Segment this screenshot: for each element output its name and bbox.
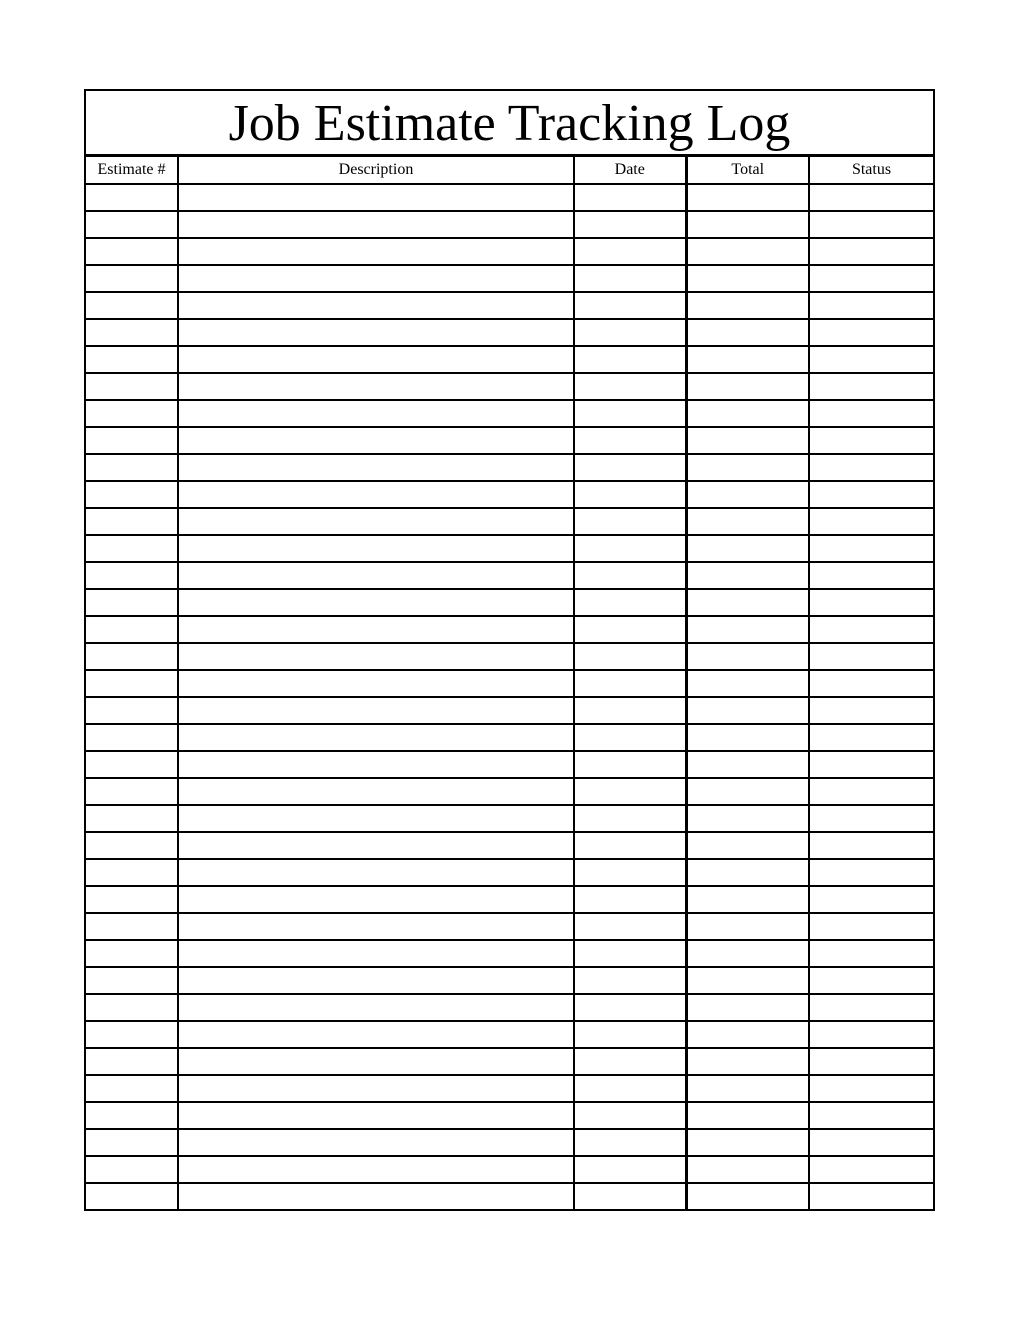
table-row	[86, 967, 933, 994]
status-cell[interactable]	[809, 481, 933, 508]
table-row	[86, 319, 933, 346]
status-cell[interactable]	[809, 454, 933, 481]
total-cell[interactable]	[686, 724, 809, 751]
date-cell[interactable]	[574, 670, 686, 697]
estimate-number-cell[interactable]	[86, 1048, 178, 1075]
description-cell[interactable]	[178, 454, 574, 481]
description-cell[interactable]	[178, 319, 574, 346]
date-cell[interactable]	[574, 967, 686, 994]
estimate-number-cell[interactable]	[86, 346, 178, 373]
description-cell[interactable]	[178, 400, 574, 427]
estimate-number-cell[interactable]	[86, 940, 178, 967]
status-cell[interactable]	[809, 1048, 933, 1075]
total-cell[interactable]	[686, 184, 809, 211]
status-cell[interactable]	[809, 670, 933, 697]
description-cell[interactable]	[178, 481, 574, 508]
estimate-number-cell[interactable]	[86, 751, 178, 778]
date-cell[interactable]	[574, 1129, 686, 1156]
status-cell[interactable]	[809, 373, 933, 400]
page-title: Job Estimate Tracking Log	[228, 94, 791, 152]
status-cell[interactable]	[809, 913, 933, 940]
table-row	[86, 751, 933, 778]
date-cell[interactable]	[574, 859, 686, 886]
status-cell[interactable]	[809, 1075, 933, 1102]
estimate-number-cell[interactable]	[86, 643, 178, 670]
estimate-number-cell[interactable]	[86, 832, 178, 859]
date-cell[interactable]	[574, 1156, 686, 1183]
estimate-log-table	[86, 157, 933, 1210]
status-cell[interactable]	[809, 292, 933, 319]
total-cell[interactable]	[686, 967, 809, 994]
date-cell[interactable]	[574, 940, 686, 967]
estimate-number-cell[interactable]	[86, 427, 178, 454]
estimate-number-cell[interactable]	[86, 562, 178, 589]
date-cell[interactable]	[574, 265, 686, 292]
date-cell[interactable]	[574, 778, 686, 805]
table-row	[86, 1156, 933, 1183]
description-cell[interactable]	[178, 1183, 574, 1210]
table-row	[86, 481, 933, 508]
date-cell[interactable]	[574, 1075, 686, 1102]
table-row	[86, 589, 933, 616]
table-row	[86, 724, 933, 751]
description-cell[interactable]	[178, 967, 574, 994]
date-cell[interactable]	[574, 1048, 686, 1075]
column-header-date: Date	[574, 157, 686, 184]
estimate-number-cell[interactable]	[86, 805, 178, 832]
description-cell[interactable]	[178, 778, 574, 805]
date-cell[interactable]	[574, 562, 686, 589]
date-cell[interactable]	[574, 400, 686, 427]
table-row	[86, 1021, 933, 1048]
table-row	[86, 778, 933, 805]
estimate-number-cell[interactable]	[86, 319, 178, 346]
header-row	[86, 157, 933, 184]
estimate-number-cell[interactable]	[86, 589, 178, 616]
table-row	[86, 1048, 933, 1075]
total-cell[interactable]	[686, 751, 809, 778]
description-cell[interactable]	[178, 535, 574, 562]
status-cell[interactable]	[809, 778, 933, 805]
status-cell[interactable]	[809, 589, 933, 616]
total-cell[interactable]	[686, 859, 809, 886]
estimate-number-cell[interactable]	[86, 1021, 178, 1048]
table-row	[86, 886, 933, 913]
description-cell[interactable]	[178, 238, 574, 265]
status-cell[interactable]	[809, 697, 933, 724]
description-cell[interactable]	[178, 724, 574, 751]
description-cell[interactable]	[178, 751, 574, 778]
total-cell[interactable]	[686, 427, 809, 454]
total-cell[interactable]	[686, 454, 809, 481]
description-cell[interactable]	[178, 292, 574, 319]
table-row	[86, 265, 933, 292]
description-cell[interactable]	[178, 886, 574, 913]
date-cell[interactable]	[574, 184, 686, 211]
total-cell[interactable]	[686, 373, 809, 400]
status-cell[interactable]	[809, 1021, 933, 1048]
status-cell[interactable]	[809, 1102, 933, 1129]
estimate-number-cell[interactable]	[86, 481, 178, 508]
total-cell[interactable]	[686, 346, 809, 373]
total-cell[interactable]	[686, 994, 809, 1021]
table-row	[86, 454, 933, 481]
table-row	[86, 994, 933, 1021]
estimate-number-cell[interactable]	[86, 400, 178, 427]
status-cell[interactable]	[809, 724, 933, 751]
estimate-number-cell[interactable]	[86, 1075, 178, 1102]
table-row	[86, 805, 933, 832]
estimate-number-cell[interactable]	[86, 211, 178, 238]
description-cell[interactable]	[178, 265, 574, 292]
table-row	[86, 1183, 933, 1210]
description-cell[interactable]	[178, 616, 574, 643]
status-cell[interactable]	[809, 427, 933, 454]
status-cell[interactable]	[809, 535, 933, 562]
table-row	[86, 292, 933, 319]
status-cell[interactable]	[809, 400, 933, 427]
total-cell[interactable]	[686, 400, 809, 427]
description-cell[interactable]	[178, 1021, 574, 1048]
estimate-number-cell[interactable]	[86, 1156, 178, 1183]
table-row	[86, 427, 933, 454]
estimate-number-cell[interactable]	[86, 697, 178, 724]
estimate-number-cell[interactable]	[86, 535, 178, 562]
date-cell[interactable]	[574, 643, 686, 670]
status-cell[interactable]	[809, 643, 933, 670]
estimate-number-cell[interactable]	[86, 913, 178, 940]
estimate-number-cell[interactable]	[86, 265, 178, 292]
description-cell[interactable]	[178, 670, 574, 697]
table-row	[86, 373, 933, 400]
estimate-log-sheet	[84, 89, 935, 1211]
estimate-number-cell[interactable]	[86, 859, 178, 886]
status-cell[interactable]	[809, 238, 933, 265]
date-cell[interactable]	[574, 454, 686, 481]
estimate-number-cell[interactable]	[86, 292, 178, 319]
status-cell[interactable]	[809, 994, 933, 1021]
estimate-number-cell[interactable]	[86, 967, 178, 994]
column-header-estimate-number: Estimate #	[86, 157, 178, 184]
total-cell[interactable]	[686, 508, 809, 535]
table-row	[86, 913, 933, 940]
table-row	[86, 238, 933, 265]
description-cell[interactable]	[178, 1102, 574, 1129]
status-cell[interactable]	[809, 1156, 933, 1183]
table-row	[86, 400, 933, 427]
table-row	[86, 1129, 933, 1156]
total-cell[interactable]	[686, 886, 809, 913]
estimate-number-cell[interactable]	[86, 454, 178, 481]
date-cell[interactable]	[574, 427, 686, 454]
total-cell[interactable]	[686, 940, 809, 967]
total-cell[interactable]	[686, 643, 809, 670]
table-row	[86, 346, 933, 373]
estimate-number-cell[interactable]	[86, 724, 178, 751]
date-cell[interactable]	[574, 238, 686, 265]
total-cell[interactable]	[686, 292, 809, 319]
description-cell[interactable]	[178, 859, 574, 886]
log-body	[86, 184, 933, 1210]
description-cell[interactable]	[178, 1129, 574, 1156]
column-header-total: Total	[686, 157, 809, 184]
status-cell[interactable]	[809, 562, 933, 589]
table-row	[86, 184, 933, 211]
description-cell[interactable]	[178, 643, 574, 670]
estimate-number-cell[interactable]	[86, 778, 178, 805]
date-cell[interactable]	[574, 1021, 686, 1048]
total-cell[interactable]	[686, 670, 809, 697]
status-cell[interactable]	[809, 805, 933, 832]
estimate-number-cell[interactable]	[86, 238, 178, 265]
estimate-number-cell[interactable]	[86, 1183, 178, 1210]
date-cell[interactable]	[574, 346, 686, 373]
date-cell[interactable]	[574, 616, 686, 643]
total-cell[interactable]	[686, 913, 809, 940]
description-cell[interactable]	[178, 805, 574, 832]
total-cell[interactable]	[686, 832, 809, 859]
description-cell[interactable]	[178, 994, 574, 1021]
table-row	[86, 1075, 933, 1102]
estimate-number-cell[interactable]	[86, 886, 178, 913]
status-cell[interactable]	[809, 1129, 933, 1156]
date-cell[interactable]	[574, 832, 686, 859]
description-cell[interactable]	[178, 508, 574, 535]
table-row	[86, 562, 933, 589]
table-row	[86, 643, 933, 670]
description-cell[interactable]	[178, 940, 574, 967]
description-cell[interactable]	[178, 697, 574, 724]
total-cell[interactable]	[686, 481, 809, 508]
date-cell[interactable]	[574, 1183, 686, 1210]
estimate-number-cell[interactable]	[86, 616, 178, 643]
date-cell[interactable]	[574, 751, 686, 778]
total-cell[interactable]	[686, 562, 809, 589]
description-cell[interactable]	[178, 211, 574, 238]
date-cell[interactable]	[574, 211, 686, 238]
estimate-number-cell[interactable]	[86, 1129, 178, 1156]
description-cell[interactable]	[178, 184, 574, 211]
total-cell[interactable]	[686, 535, 809, 562]
status-cell[interactable]	[809, 859, 933, 886]
description-cell[interactable]	[178, 1048, 574, 1075]
description-cell[interactable]	[178, 1075, 574, 1102]
date-cell[interactable]	[574, 589, 686, 616]
status-cell[interactable]	[809, 967, 933, 994]
date-cell[interactable]	[574, 697, 686, 724]
description-cell[interactable]	[178, 832, 574, 859]
description-cell[interactable]	[178, 346, 574, 373]
table-row	[86, 832, 933, 859]
status-cell[interactable]	[809, 211, 933, 238]
total-cell[interactable]	[686, 805, 809, 832]
total-cell[interactable]	[686, 319, 809, 346]
status-cell[interactable]	[809, 346, 933, 373]
total-cell[interactable]	[686, 1102, 809, 1129]
description-cell[interactable]	[178, 373, 574, 400]
date-cell[interactable]	[574, 319, 686, 346]
total-cell[interactable]	[686, 265, 809, 292]
total-cell[interactable]	[686, 589, 809, 616]
status-cell[interactable]	[809, 616, 933, 643]
date-cell[interactable]	[574, 481, 686, 508]
table-row	[86, 940, 933, 967]
status-cell[interactable]	[809, 319, 933, 346]
description-cell[interactable]	[178, 1156, 574, 1183]
table-row	[86, 1102, 933, 1129]
total-cell[interactable]	[686, 778, 809, 805]
total-cell[interactable]	[686, 238, 809, 265]
status-cell[interactable]	[809, 1183, 933, 1210]
date-cell[interactable]	[574, 508, 686, 535]
date-cell[interactable]	[574, 994, 686, 1021]
date-cell[interactable]	[574, 292, 686, 319]
date-cell[interactable]	[574, 724, 686, 751]
table-row	[86, 211, 933, 238]
status-cell[interactable]	[809, 832, 933, 859]
status-cell[interactable]	[809, 940, 933, 967]
total-cell[interactable]	[686, 1129, 809, 1156]
estimate-number-cell[interactable]	[86, 184, 178, 211]
status-cell[interactable]	[809, 184, 933, 211]
total-cell[interactable]	[686, 697, 809, 724]
table-row	[86, 670, 933, 697]
description-cell[interactable]	[178, 562, 574, 589]
date-cell[interactable]	[574, 535, 686, 562]
estimate-number-cell[interactable]	[86, 670, 178, 697]
total-cell[interactable]	[686, 1021, 809, 1048]
status-cell[interactable]	[809, 886, 933, 913]
table-row	[86, 697, 933, 724]
total-cell[interactable]	[686, 1075, 809, 1102]
estimate-number-cell[interactable]	[86, 994, 178, 1021]
date-cell[interactable]	[574, 1102, 686, 1129]
status-cell[interactable]	[809, 751, 933, 778]
column-header-status: Status	[809, 157, 933, 184]
total-cell[interactable]	[686, 1048, 809, 1075]
total-cell[interactable]	[686, 616, 809, 643]
total-cell[interactable]	[686, 1156, 809, 1183]
description-cell[interactable]	[178, 427, 574, 454]
table-row	[86, 535, 933, 562]
estimate-number-cell[interactable]	[86, 373, 178, 400]
table-row	[86, 616, 933, 643]
table-row	[86, 508, 933, 535]
date-cell[interactable]	[574, 373, 686, 400]
status-cell[interactable]	[809, 508, 933, 535]
column-header-description: Description	[178, 157, 574, 184]
status-cell[interactable]	[809, 265, 933, 292]
date-cell[interactable]	[574, 913, 686, 940]
description-cell[interactable]	[178, 913, 574, 940]
total-cell[interactable]	[686, 1183, 809, 1210]
table-row	[86, 859, 933, 886]
estimate-number-cell[interactable]	[86, 1102, 178, 1129]
date-cell[interactable]	[574, 805, 686, 832]
description-cell[interactable]	[178, 589, 574, 616]
estimate-number-cell[interactable]	[86, 508, 178, 535]
total-cell[interactable]	[686, 211, 809, 238]
date-cell[interactable]	[574, 886, 686, 913]
title-row	[86, 91, 933, 157]
